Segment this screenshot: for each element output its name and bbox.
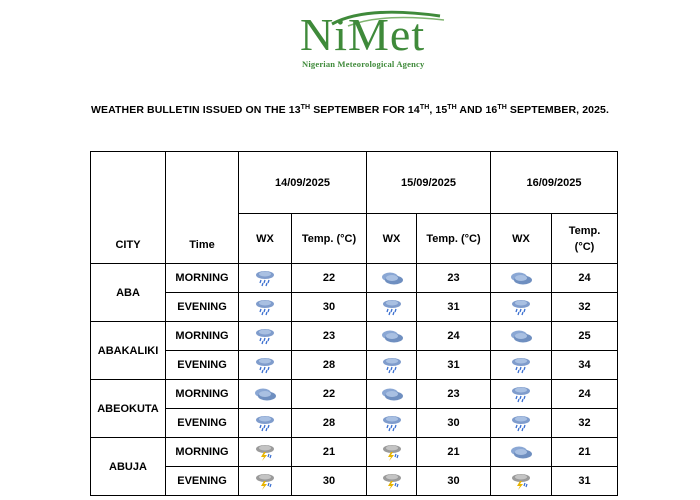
- date-header: 15/09/2025: [367, 152, 491, 214]
- bulletin-title: WEATHER BULLETIN ISSUED ON THE 13TH SEPTEMBER FOR 14TH, 15TH AND 16TH SEPTEMBER, 2025.: [91, 104, 609, 116]
- wx-cell: [367, 351, 417, 380]
- temperature-value: 24: [417, 322, 491, 351]
- cloudy-icon: [509, 446, 533, 458]
- time-of-day: MORNING: [166, 380, 239, 409]
- city-header: CITY: [91, 152, 166, 264]
- temperature-value: 30: [417, 467, 491, 496]
- cloudy-icon: [509, 330, 533, 342]
- temperature-value: 31: [417, 293, 491, 322]
- rain-cloud-icon: [380, 417, 404, 429]
- wx-cell: [367, 438, 417, 467]
- time-of-day: MORNING: [166, 322, 239, 351]
- forecast-table: [90, 151, 618, 496]
- temperature-value: 28: [292, 409, 367, 438]
- city-name: ABAKALIKI: [91, 322, 166, 380]
- rain-cloud-icon: [509, 417, 533, 429]
- thunderstorm-icon: [253, 446, 277, 458]
- temperature-value: 30: [417, 409, 491, 438]
- date-header: 16/09/2025: [491, 152, 618, 214]
- wx-header: WX: [239, 214, 292, 264]
- cloudy-icon: [380, 272, 404, 284]
- table-row: [91, 380, 618, 409]
- temp-header: Temp. (°C): [292, 214, 367, 264]
- temperature-value: 31: [552, 467, 618, 496]
- temperature-value: 25: [552, 322, 618, 351]
- table-row: [91, 467, 618, 496]
- temperature-value: 22: [292, 264, 367, 293]
- wx-cell: [491, 438, 552, 467]
- temperature-value: 23: [417, 264, 491, 293]
- wx-cell: [491, 293, 552, 322]
- time-of-day: EVENING: [166, 409, 239, 438]
- table-row: [91, 293, 618, 322]
- table-row: [91, 351, 618, 380]
- time-of-day: MORNING: [166, 438, 239, 467]
- wx-cell: [491, 409, 552, 438]
- wx-cell: [367, 409, 417, 438]
- thunderstorm-icon: [253, 475, 277, 487]
- rain-cloud-icon: [253, 417, 277, 429]
- table-row: [91, 438, 618, 467]
- wx-cell: [239, 380, 292, 409]
- wx-cell: [367, 264, 417, 293]
- rain-cloud-icon: [380, 301, 404, 313]
- time-of-day: EVENING: [166, 467, 239, 496]
- wx-cell: [239, 409, 292, 438]
- time-of-day: EVENING: [166, 351, 239, 380]
- rain-cloud-icon: [509, 359, 533, 371]
- city-name: ABEOKUTA: [91, 380, 166, 438]
- thunderstorm-icon: [509, 475, 533, 487]
- rain-cloud-icon: [253, 301, 277, 313]
- wx-cell: [367, 293, 417, 322]
- cloudy-icon: [509, 272, 533, 284]
- rain-cloud-icon: [253, 330, 277, 342]
- time-of-day: MORNING: [166, 264, 239, 293]
- wx-cell: [239, 293, 292, 322]
- cloudy-icon: [253, 388, 277, 400]
- time-of-day: EVENING: [166, 293, 239, 322]
- temp-header: Temp. (°C): [552, 214, 618, 264]
- temperature-value: 32: [552, 409, 618, 438]
- wx-cell: [239, 438, 292, 467]
- thunderstorm-icon: [380, 475, 404, 487]
- wx-cell: [367, 380, 417, 409]
- wx-cell: [491, 264, 552, 293]
- table-row: [91, 322, 618, 351]
- logo-name: NiMet: [300, 9, 426, 60]
- wx-cell: [239, 264, 292, 293]
- city-name: ABA: [91, 264, 166, 322]
- temperature-value: 30: [292, 293, 367, 322]
- wx-cell: [239, 467, 292, 496]
- temperature-value: 22: [292, 380, 367, 409]
- thunderstorm-icon: [380, 446, 404, 458]
- wx-cell: [367, 322, 417, 351]
- cloudy-icon: [380, 388, 404, 400]
- nimet-logo: [0, 0, 700, 80]
- temp-header: Temp. (°C): [417, 214, 491, 264]
- temperature-value: 21: [417, 438, 491, 467]
- temperature-value: 34: [552, 351, 618, 380]
- wx-header: WX: [367, 214, 417, 264]
- rain-cloud-icon: [253, 359, 277, 371]
- temperature-value: 31: [417, 351, 491, 380]
- wx-cell: [367, 467, 417, 496]
- wx-cell: [239, 322, 292, 351]
- wx-cell: [239, 351, 292, 380]
- temperature-value: 30: [292, 467, 367, 496]
- temperature-value: 32: [552, 293, 618, 322]
- rain-cloud-icon: [509, 388, 533, 400]
- logo-subtitle: Nigerian Meteorological Agency: [302, 59, 425, 69]
- wx-header: WX: [491, 214, 552, 264]
- date-header: 14/09/2025: [239, 152, 367, 214]
- temperature-value: 21: [552, 438, 618, 467]
- rain-cloud-icon: [509, 301, 533, 313]
- temperature-value: 28: [292, 351, 367, 380]
- wx-cell: [491, 351, 552, 380]
- table-row: [91, 264, 618, 293]
- wx-cell: [491, 467, 552, 496]
- time-header: Time: [166, 152, 239, 264]
- rain-cloud-icon: [253, 272, 277, 284]
- temperature-value: 21: [292, 438, 367, 467]
- wx-cell: [491, 380, 552, 409]
- rain-cloud-icon: [380, 359, 404, 371]
- temperature-value: 24: [552, 264, 618, 293]
- table-row: [91, 409, 618, 438]
- wx-cell: [491, 322, 552, 351]
- temperature-value: 23: [292, 322, 367, 351]
- city-name: ABUJA: [91, 438, 166, 496]
- temperature-value: 23: [417, 380, 491, 409]
- cloudy-icon: [380, 330, 404, 342]
- temperature-value: 24: [552, 380, 618, 409]
